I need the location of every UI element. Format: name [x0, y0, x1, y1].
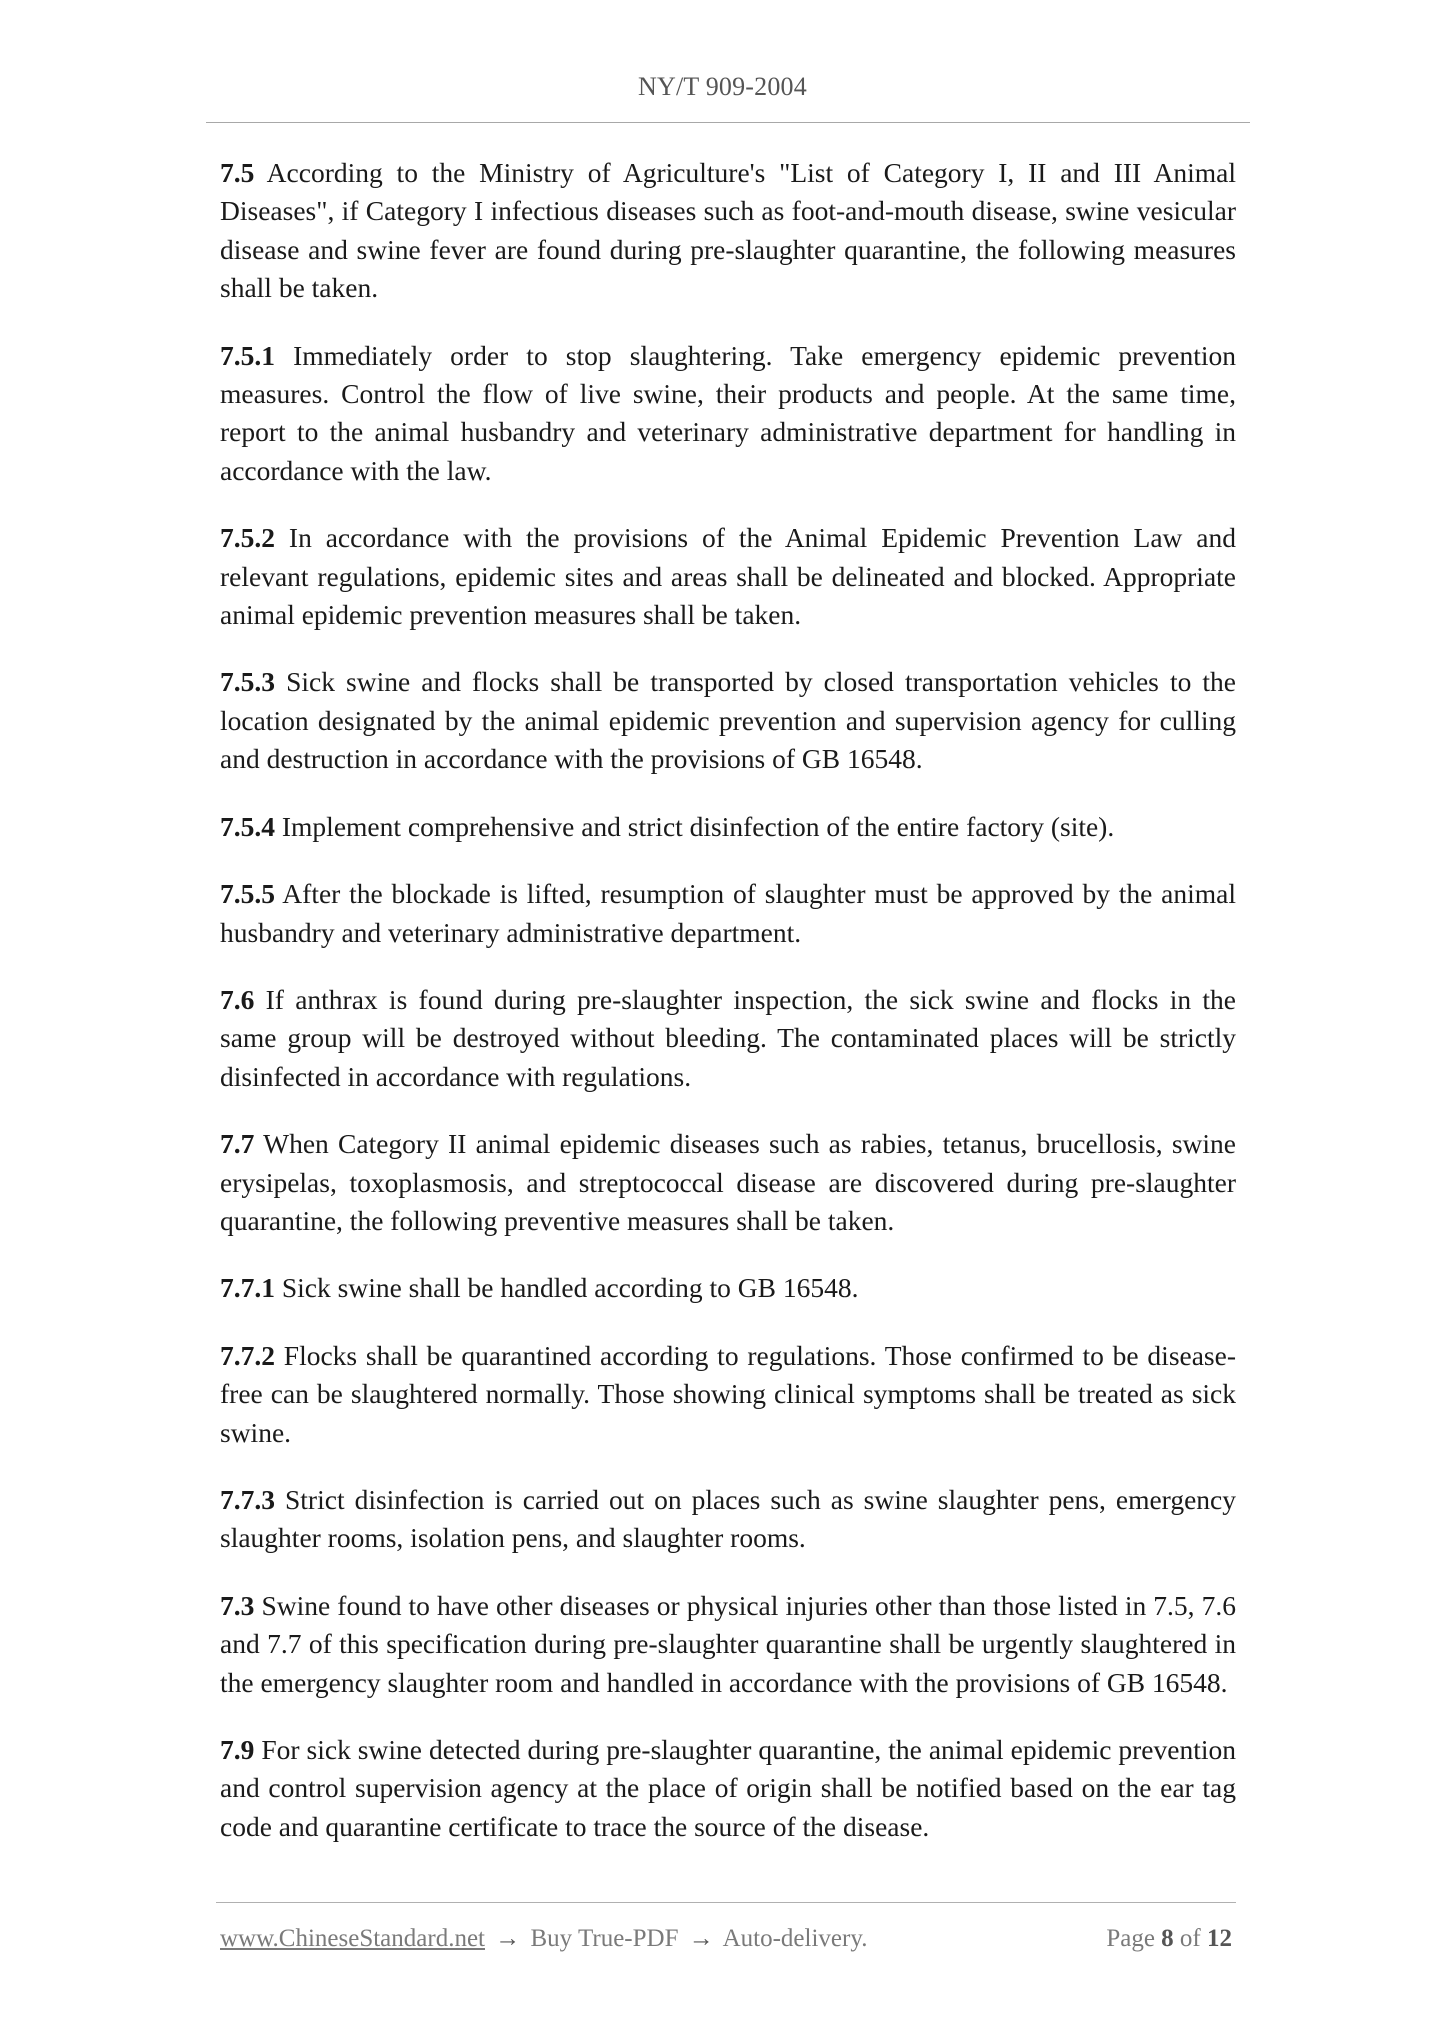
- paragraph-7-5: [220, 154, 1236, 308]
- clause-text: In accordance with the provisions of the Animal Epidemic Prevention Law and relevant regulations, epidemic sites and areas shall be delineated and blocked. Appropriate animal epidemic prevention measures shall be taken.: [220, 522, 1237, 631]
- page-label: Page: [1106, 1925, 1155, 1952]
- clause-text: For sick swine detected during pre-slaughter quarantine, the animal epidemic prevention and control supervision agency at the place of origin shall be notified based on the ear tag code and quarantine certificate to trace the source of the disease.: [220, 1734, 1236, 1842]
- page-header-title: NY/T 909-2004: [638, 72, 807, 101]
- paragraph-7-7-1: [220, 1269, 1236, 1307]
- clause-number: 7.6: [220, 983, 255, 1015]
- paragraph-7-5-1: [220, 337, 1236, 491]
- arrow-right-icon: →: [688, 1925, 714, 1952]
- buy-pdf-text: Buy True-PDF: [530, 1925, 679, 1952]
- clause-number: 7.3: [220, 1589, 255, 1621]
- clause-text: If anthrax is found during pre-slaughter inspection, the sick swine and flocks in the same group will be destroyed without bleeding. The contaminated places will be strictly disinfected in accordance with regulations.: [220, 983, 1236, 1092]
- paragraph-7-5-5: [220, 875, 1236, 952]
- clause-text: When Category II animal epidemic diseases such as rabies, tetanus, brucellosis, swine erysipelas, toxoplasmosis, and streptococcal disease are discovered during pre-slaughter quarantine, the following preventive measures shall be taken.: [220, 1128, 1237, 1236]
- paragraph-7-7-3: [220, 1481, 1236, 1558]
- clause-text: Immediately order to stop slaughtering. Take emergency epidemic prevention measures. Control the flow of live swine, their products and people. At the same time, report to the animal husbandry and veterinary administrative department for handling in accordance with the law.: [220, 339, 1237, 486]
- website-link[interactable]: www.ChineseStandard.net: [220, 1925, 485, 1952]
- clause-number: 7.5.4: [220, 810, 275, 842]
- clause-number: 7.9: [220, 1734, 255, 1765]
- clause-text: According to the Ministry of Agriculture's "List of Category I, II and III Animal Diseases", if Category I infectious diseases such as foot-and-mouth disease, swine vesicular disease and swine fever are found during pre-slaughter quarantine, the following measures shall be taken.: [220, 157, 1236, 304]
- clause-text: After the blockade is lifted, resumption of slaughter must be approved by the animal husbandry and veterinary administrative department.: [220, 878, 1237, 948]
- footer-promo: [220, 1925, 867, 1953]
- clause-text: Sick swine shall be handled according to GB 16548.: [281, 1272, 859, 1304]
- paragraph-7-7: [220, 1125, 1236, 1240]
- clause-text: Strict disinfection is carried out on places such as swine slaughter pens, emergency slaughter rooms, isolation pens, and slaughter rooms.: [220, 1483, 1236, 1554]
- arrow-right-icon: →: [495, 1925, 521, 1952]
- clause-number: 7.5.3: [220, 666, 275, 698]
- clause-text: Swine found to have other diseases or physical injuries other than those listed in 7.5, 7.6 and 7.7 of this specification during pre-slaughter quarantine shall be urgently slaughtered in the emergency slaughter room and handled in accordance with the provisions of GB 16548.: [220, 1589, 1237, 1698]
- footer-divider: [216, 1902, 1236, 1903]
- paragraph-7-5-3: [220, 663, 1236, 778]
- document-body: [220, 154, 1236, 1875]
- paragraph-7-3: [220, 1587, 1236, 1702]
- paragraph-7-9: [220, 1731, 1236, 1846]
- clause-text: Implement comprehensive and strict disinfection of the entire factory (site).: [281, 810, 1115, 842]
- clause-number: 7.5.2: [220, 522, 275, 554]
- clause-number: 7.7.1: [220, 1272, 275, 1304]
- clause-number: 7.7.3: [220, 1483, 275, 1515]
- current-page-number: 8: [1161, 1925, 1174, 1952]
- clause-text: Sick swine and flocks shall be transported by closed transportation vehicles to the location designated by the animal epidemic prevention and supervision agency for culling and destruction in accordance with the provisions of GB 16548.: [220, 666, 1237, 775]
- paragraph-7-7-2: [220, 1337, 1236, 1452]
- page-counter: [1106, 1925, 1232, 1953]
- clause-text: Flocks shall be quarantined according to regulations. Those confirmed to be disease-free can be slaughtered normally. Those showing clinical symptoms shall be treated as sick swine.: [220, 1339, 1236, 1448]
- page-of-label: of: [1179, 1925, 1201, 1952]
- paragraph-7-5-4: [220, 808, 1236, 846]
- auto-delivery-text: Auto-delivery.: [722, 1925, 868, 1952]
- header-divider: [206, 122, 1250, 123]
- clause-number: 7.5.1: [220, 339, 275, 371]
- clause-number: 7.5.5: [220, 878, 275, 910]
- paragraph-7-5-2: [220, 519, 1236, 634]
- clause-number: 7.7: [220, 1128, 255, 1160]
- clause-number: 7.7.2: [220, 1339, 275, 1371]
- total-page-number: 12: [1207, 1925, 1232, 1952]
- paragraph-7-6: [220, 981, 1236, 1096]
- clause-number: 7.5: [220, 157, 255, 188]
